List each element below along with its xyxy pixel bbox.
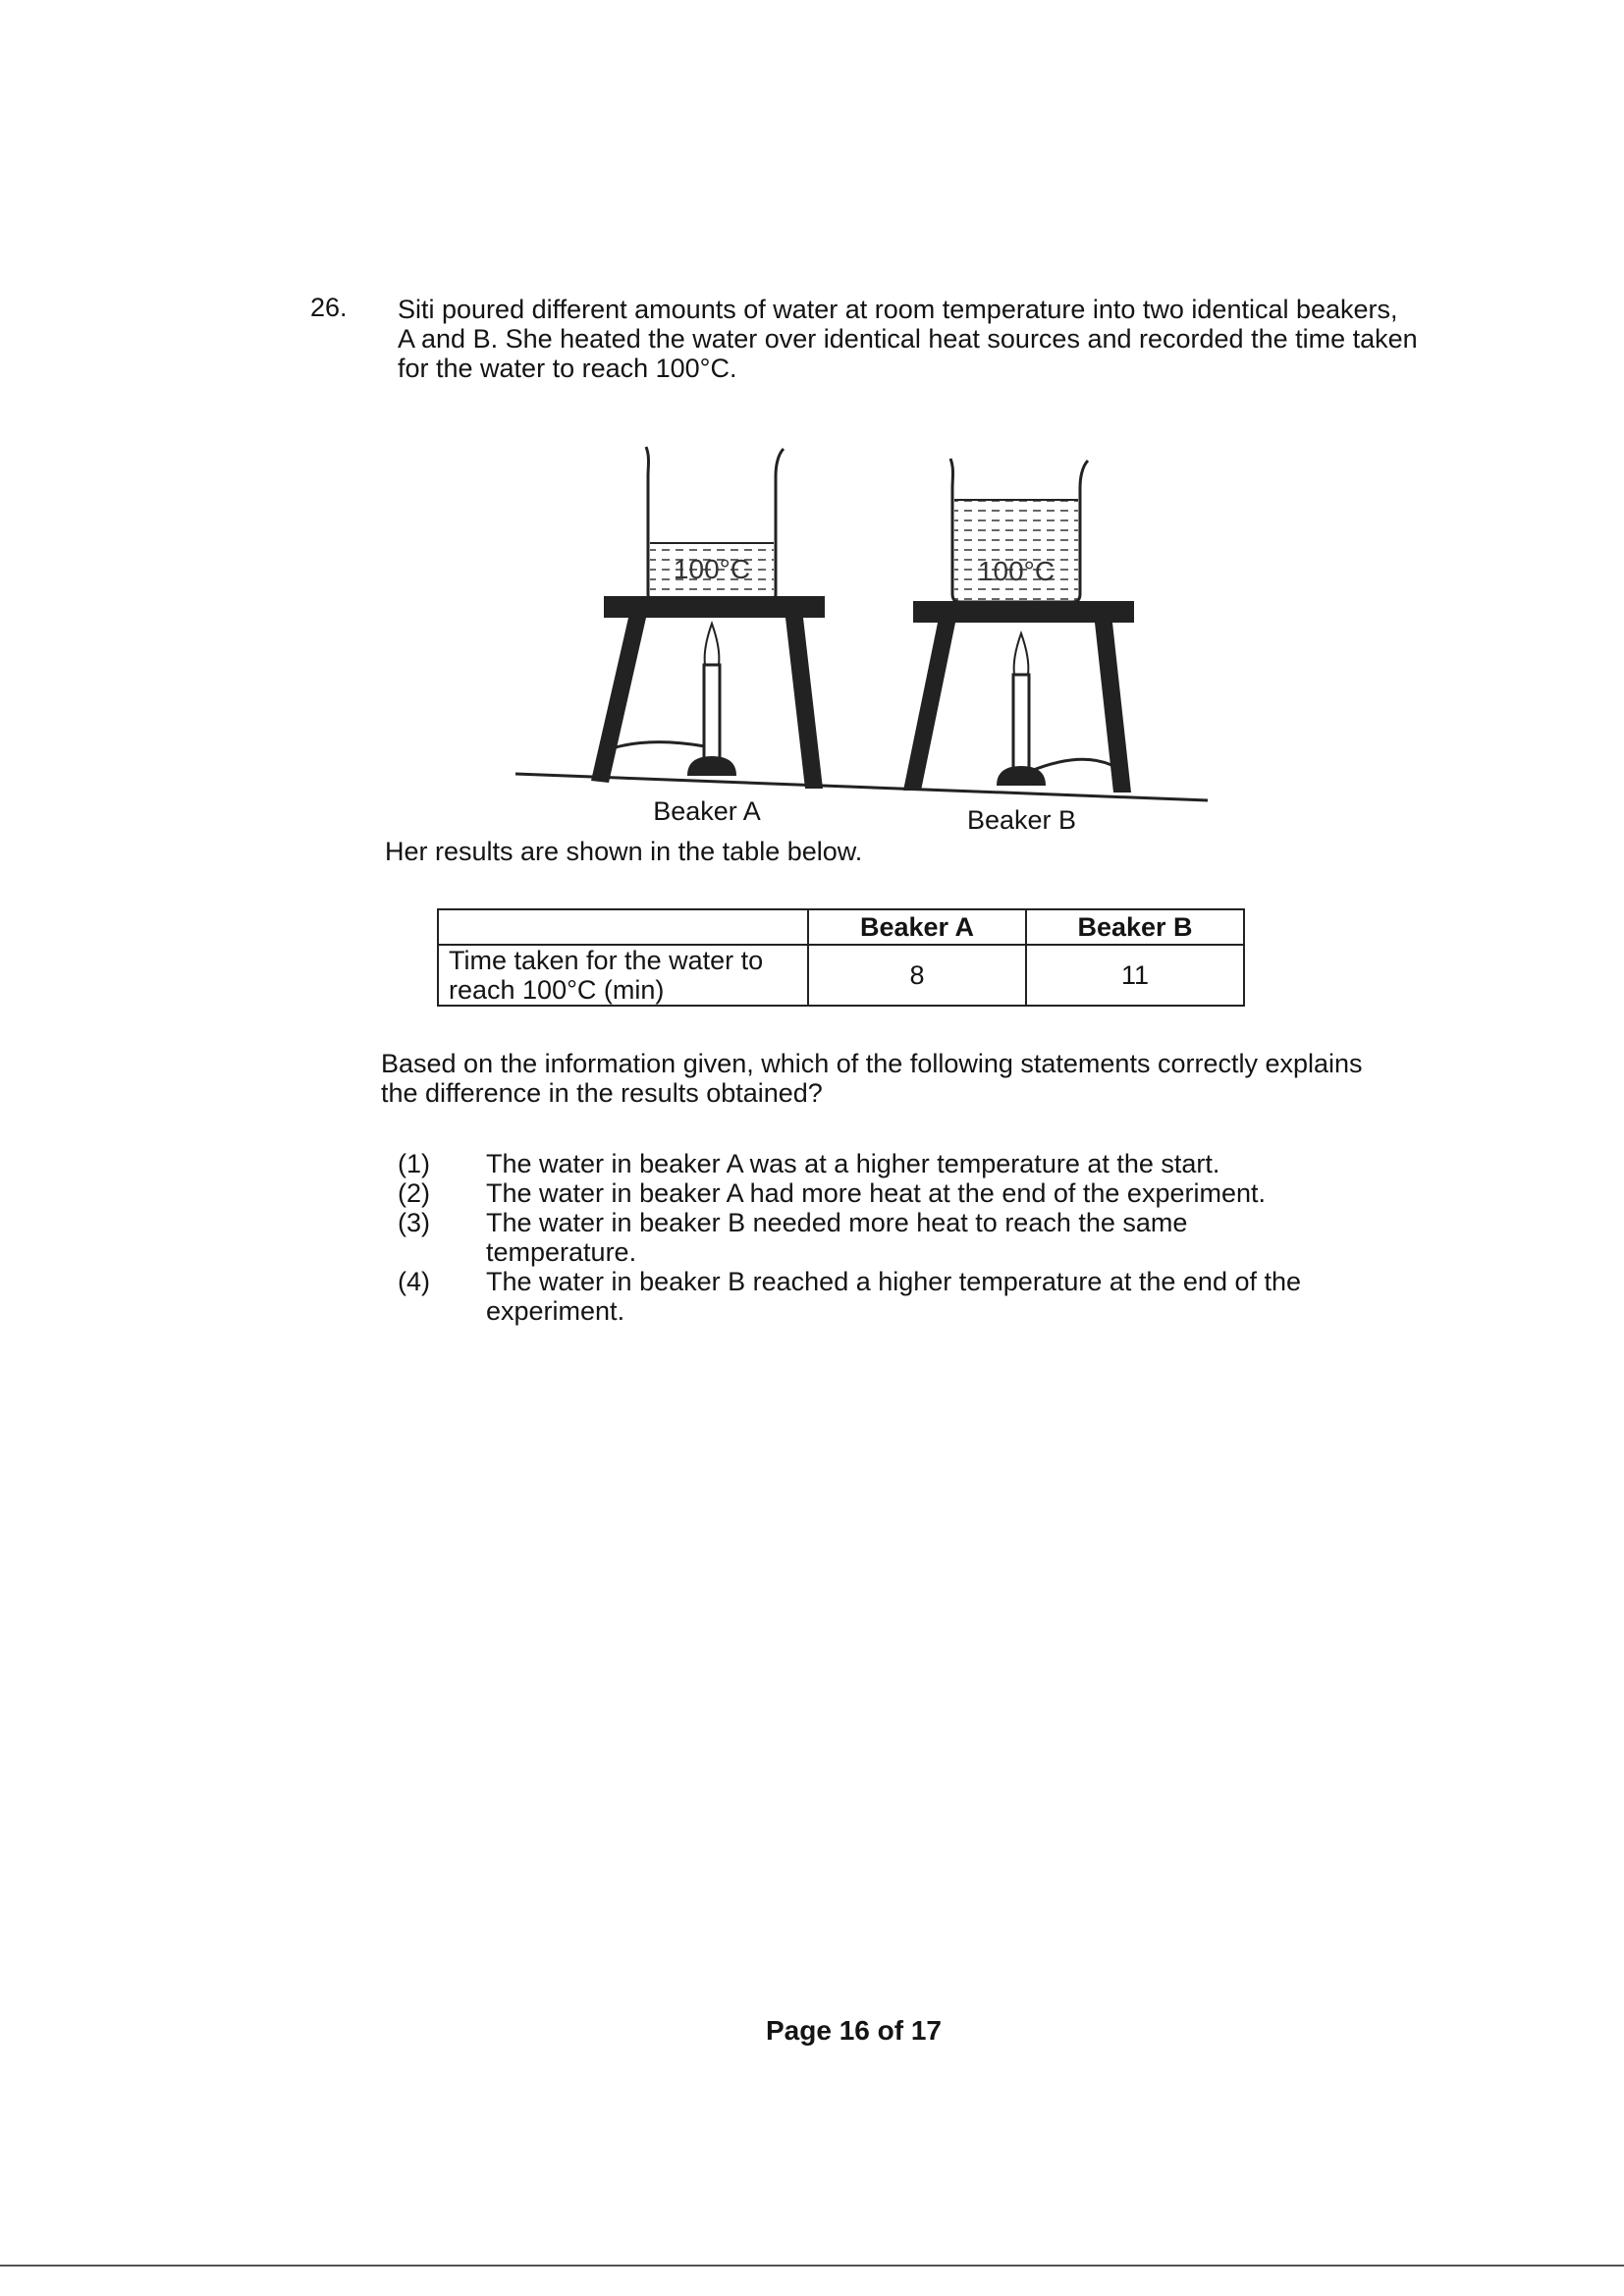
tripod-top-a [604, 596, 825, 618]
option-2[interactable] [398, 1178, 1370, 1208]
question-line-3: for the water to reach 100°C. [398, 354, 737, 383]
option-4[interactable] [398, 1267, 1370, 1326]
burner-a [704, 665, 720, 758]
table-cell-beaker-a: 8 [808, 945, 1026, 1006]
option-number: (4) [398, 1267, 430, 1296]
tripod-top-b [913, 601, 1134, 623]
option-text: The water in beaker A was at a higher temperature at the start. [486, 1149, 1220, 1178]
row-label-line-1: Time taken for the water to [449, 946, 764, 975]
option-text: The water in beaker B reached a higher temperature at the end of the experiment. [486, 1267, 1302, 1326]
prompt-line-2: the difference in the results obtained? [381, 1078, 823, 1108]
thermometer-reading-a: 100°C [673, 554, 751, 584]
results-table [437, 908, 1245, 1007]
option-number: (2) [398, 1178, 430, 1208]
results-intro: Her results are shown in the table below. [385, 837, 863, 866]
option-3[interactable] [398, 1208, 1370, 1267]
option-text: The water in beaker A had more heat at the end of the experiment. [486, 1178, 1266, 1208]
burner-b [1013, 675, 1029, 768]
beaker-a-label: Beaker A [653, 796, 761, 826]
question-line-2: A and B. She heated the water over identical heat sources and recorded the time taken [398, 324, 1418, 354]
option-text: The water in beaker B needed more heat to reach the same temperature. [486, 1208, 1188, 1267]
table-header-cell: Beaker B [1026, 909, 1244, 945]
water-b [954, 500, 1078, 602]
bench-line [515, 774, 1208, 800]
question-line-1: Siti poured different amounts of water at room temperature into two identical beakers, [398, 295, 1398, 324]
page-bottom-line [0, 2265, 1624, 2267]
beaker-b-label: Beaker B [967, 805, 1077, 835]
table-cell-beaker-b: 11 [1026, 945, 1244, 1006]
flame-b [1014, 633, 1029, 675]
page-number: Page 16 of 17 [766, 2015, 942, 2046]
option-1[interactable] [398, 1149, 1370, 1178]
question-text [398, 295, 1497, 383]
question-number: 26. [310, 293, 348, 322]
setup-a [591, 447, 825, 789]
setup-b [903, 459, 1134, 793]
table-header-cell [438, 909, 808, 945]
table-row-label [438, 945, 808, 1006]
option-number: (3) [398, 1208, 430, 1237]
prompt-line-1: Based on the information given, which of the following statements correctly explains [381, 1049, 1363, 1078]
option-number: (1) [398, 1149, 430, 1178]
table-header-row [438, 909, 1244, 945]
thermometer-reading-b: 100°C [977, 556, 1056, 586]
heating-diagram [511, 437, 1218, 830]
table-row [438, 945, 1244, 1006]
table-header-cell: Beaker A [808, 909, 1026, 945]
answer-options [398, 1149, 1370, 1326]
question-prompt [381, 1049, 1510, 1108]
flame-a [705, 624, 720, 665]
row-label-line-2: reach 100°C (min) [449, 975, 665, 1005]
